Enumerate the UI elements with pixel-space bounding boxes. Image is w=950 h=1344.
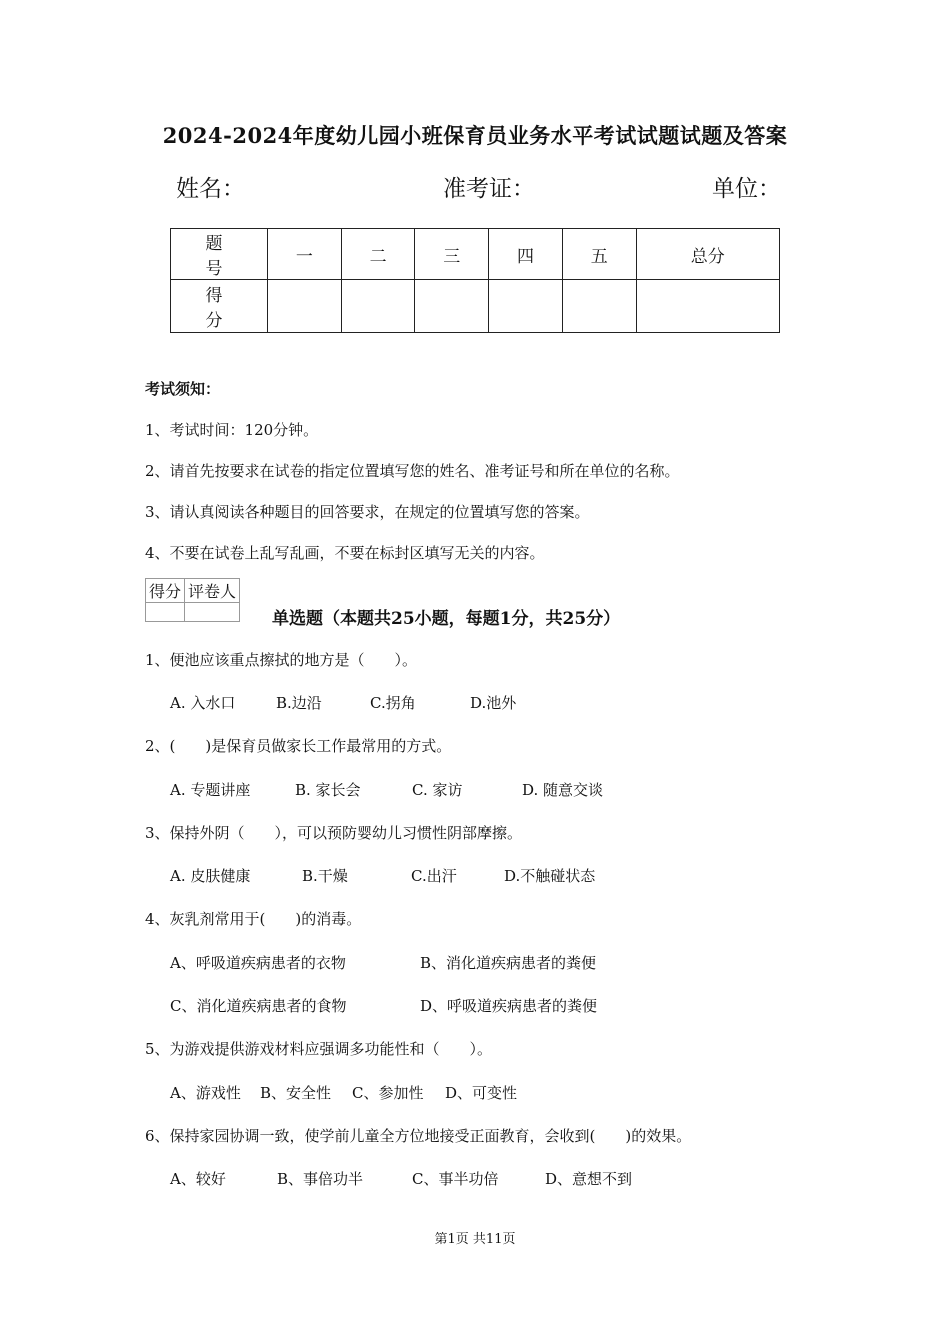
notice-item: 2、请首先按要求在试卷的指定位置填写您的姓名、准考证号和所在单位的名称。 [145, 462, 680, 480]
option: B、事倍功半 [277, 1170, 364, 1188]
score-cell [415, 280, 489, 333]
score-header-cell: 三 [415, 229, 489, 280]
option: B、安全性 [260, 1084, 332, 1102]
option: B.干燥 [302, 867, 348, 885]
option: D、呼吸道疾病患者的粪便 [420, 997, 598, 1015]
option: B、消化道疾病患者的粪便 [420, 954, 597, 972]
score-header-cell: 一 [268, 229, 342, 280]
notice-item: 4、不要在试卷上乱写乱画，不要在标封区填写无关的内容。 [145, 544, 545, 562]
page-footer: 第1页 共11页 [434, 1232, 516, 1247]
question-text: 2、( )是保育员做家长工作最常用的方式。 [145, 737, 452, 755]
grader-name-label: 评卷人 [185, 579, 240, 603]
option: B. 家长会 [295, 781, 361, 799]
option: A. 皮肤健康 [170, 867, 251, 885]
score-cell [268, 280, 342, 333]
option: C.出汗 [411, 867, 457, 885]
exam-id-field-label: 准考证： [443, 176, 535, 202]
question-text: 4、灰乳剂常用于( )的消毒。 [145, 910, 362, 928]
score-table-score-row [171, 280, 780, 333]
score-cell [489, 280, 563, 333]
option: D. 随意交谈 [522, 781, 604, 799]
score-table [170, 228, 780, 333]
option: C. 家访 [412, 781, 463, 799]
grader-score-label: 得分 [146, 579, 185, 603]
option: B.边沿 [276, 694, 322, 712]
score-table-header-row [171, 229, 780, 280]
grader-name-cell [185, 603, 240, 622]
score-row-label: 得 分 [171, 280, 268, 333]
option: A、游戏性 [170, 1084, 241, 1102]
score-cell [562, 280, 636, 333]
question-text: 1、便池应该重点擦拭的地方是（ ）。 [145, 651, 418, 669]
grader-box [145, 578, 240, 622]
question-text: 3、保持外阴（ ），可以预防婴幼儿习惯性阴部摩擦。 [145, 824, 523, 842]
name-field-label: 姓名： [176, 176, 245, 202]
score-cell [341, 280, 415, 333]
question-text: 6、保持家园协调一致，使学前儿童全方位地接受正面教育，会收到( )的效果。 [145, 1127, 692, 1145]
notice-item: 1、考试时间：120分钟。 [145, 421, 319, 439]
question-text: 5、为游戏提供游戏材料应强调多功能性和（ ）。 [145, 1040, 493, 1058]
option: C、事半功倍 [412, 1170, 499, 1188]
option: D、意想不到 [545, 1170, 633, 1188]
option: D.池外 [470, 694, 517, 712]
option: A. 入水口 [170, 694, 236, 712]
grader-score-cell [146, 603, 185, 622]
score-header-cell: 四 [489, 229, 563, 280]
score-header-label: 题 号 [171, 229, 268, 280]
option: C、消化道疾病患者的食物 [170, 997, 347, 1015]
score-header-cell: 二 [341, 229, 415, 280]
document-title: 2024-2024年度幼儿园小班保育员业务水平考试试题试题及答案 [162, 123, 788, 148]
unit-field-label: 单位： [712, 176, 781, 202]
notice-title: 考试须知： [145, 380, 221, 398]
option: A. 专题讲座 [170, 781, 251, 799]
option: A、呼吸道疾病患者的衣物 [170, 954, 346, 972]
score-header-cell: 五 [562, 229, 636, 280]
option: D、可变性 [445, 1084, 518, 1102]
score-cell [636, 280, 779, 333]
notice-item: 3、请认真阅读各种题目的回答要求，在规定的位置填写您的答案。 [145, 503, 590, 521]
score-header-total: 总分 [636, 229, 779, 280]
option: C.拐角 [370, 694, 416, 712]
option: A、较好 [170, 1170, 226, 1188]
section-title: 单选题（本题共25小题，每题1分，共25分） [272, 609, 621, 629]
option: D.不触碰状态 [504, 867, 596, 885]
option: C、参加性 [352, 1084, 424, 1102]
